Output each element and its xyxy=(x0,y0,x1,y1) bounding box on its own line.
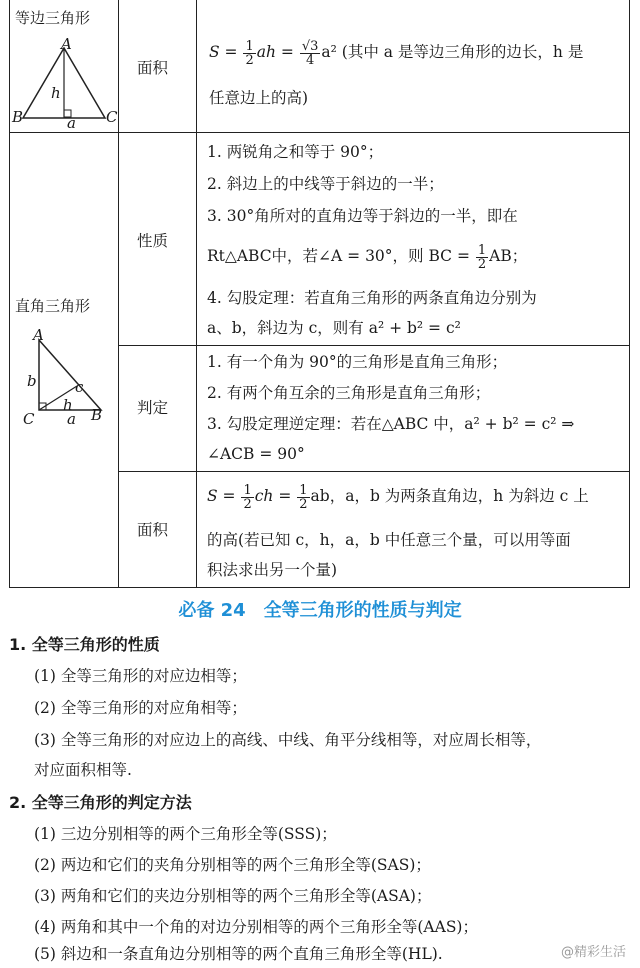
rt-area-line-1: S = $\frac{1}{2}$ ch = $\frac{1}{2}$ ab，a，b 为两条直角边，h 为斜边 c 上 xyxy=(207,482,589,512)
label-A: A xyxy=(61,35,72,53)
rt-label-C: C xyxy=(23,410,35,428)
row1-item-label: 面积 xyxy=(137,59,169,77)
section-1-title: 1. 全等三角形的性质 xyxy=(9,635,160,654)
rt-label-c: c xyxy=(75,378,84,396)
judge-line-1: 1. 有一个角为 90°的三角形是直角三角形； xyxy=(207,353,508,371)
rt-label-A: A xyxy=(33,326,44,344)
prop-line-4: Rt△ABC中，若∠A = 30°，则 BC = $\frac{1}{2}$ AB； xyxy=(207,242,528,272)
equilateral-area-note: 任意边上的高) xyxy=(209,89,309,107)
section-2-title: 2. 全等三角形的判定方法 xyxy=(9,793,192,812)
label-a: a xyxy=(67,114,76,132)
prop-line-3: 3. 30°角所对的直角边等于斜边的一半，即在 xyxy=(207,207,518,225)
section-2-item-5: (5) 斜边和一条直角边分别相等的两个直角三角形全等(HL). xyxy=(34,945,443,963)
judge-line-2: 2. 有两个角互余的三角形是直角三角形； xyxy=(207,384,491,402)
rt-label-h: h xyxy=(63,396,73,414)
rt-area-label: 面积 xyxy=(137,521,169,539)
section-1-item-2: (2) 全等三角形的对应角相等； xyxy=(34,699,247,717)
section-2-item-4: (4) 两角和其中一个角的对边分别相等的两个三角形全等(AAS)； xyxy=(34,918,478,936)
right-triangle-name: 直角三角形 xyxy=(15,297,91,315)
properties-table xyxy=(9,0,630,588)
section-1-item-1: (1) 全等三角形的对应边相等； xyxy=(34,667,247,685)
label-C: C xyxy=(106,108,118,126)
judge-label: 判定 xyxy=(137,399,169,417)
rt-area-line-3: 积法求出另一个量) xyxy=(207,561,338,579)
prop-label: 性质 xyxy=(137,232,169,250)
section-1-item-3: (3) 全等三角形的对应边上的高线、中线、角平分线相等，对应周长相等， xyxy=(34,731,542,749)
prop-line-2: 2. 斜边上的中线等于斜边的一半； xyxy=(207,175,444,193)
judge-line-3: 3. 勾股定理逆定理：若在△ABC 中，a² + b² = c² ⇒ xyxy=(207,415,575,433)
prop-line-1: 1. 两锐角之和等于 90°； xyxy=(207,143,384,161)
rt-label-B: B xyxy=(91,406,103,424)
prop-line-5: 4. 勾股定理：若直角三角形的两条直角边分别为 xyxy=(207,289,537,307)
prop-line-6: a、b，斜边为 c，则有 a² + b² = c² xyxy=(207,319,461,337)
section-2-item-1: (1) 三边分别相等的两个三角形全等(SSS)； xyxy=(34,825,337,843)
label-B: B xyxy=(12,108,24,126)
equilateral-area-formula: S = $\frac{1}{2}$ ah = $\frac{√3}{4}$ a² (其中 a 是等边三角形的边长，h 是 xyxy=(209,38,584,68)
section-2-item-3: (3) 两角和它们的夹边分别相等的两个三角形全等(ASA)； xyxy=(34,887,432,905)
label-h: h xyxy=(51,84,61,102)
rt-area-line-2: 的高(若已知 c，h，a，b 中任意三个量，可以用等面 xyxy=(207,531,571,549)
section-2-item-2: (2) 两边和它们的夹角分别相等的两个三角形全等(SAS)； xyxy=(34,856,431,874)
equilateral-name: 等边三角形 xyxy=(15,9,91,27)
watermark: @精彩生活 xyxy=(560,945,626,960)
rt-label-b: b xyxy=(27,372,37,390)
section-heading: 必备 24 全等三角形的性质与判定 xyxy=(178,600,462,621)
judge-line-4: ∠ACB = 90° xyxy=(207,445,305,463)
section-1-item-4: 对应面积相等. xyxy=(34,761,132,779)
rt-label-a: a xyxy=(67,410,76,428)
